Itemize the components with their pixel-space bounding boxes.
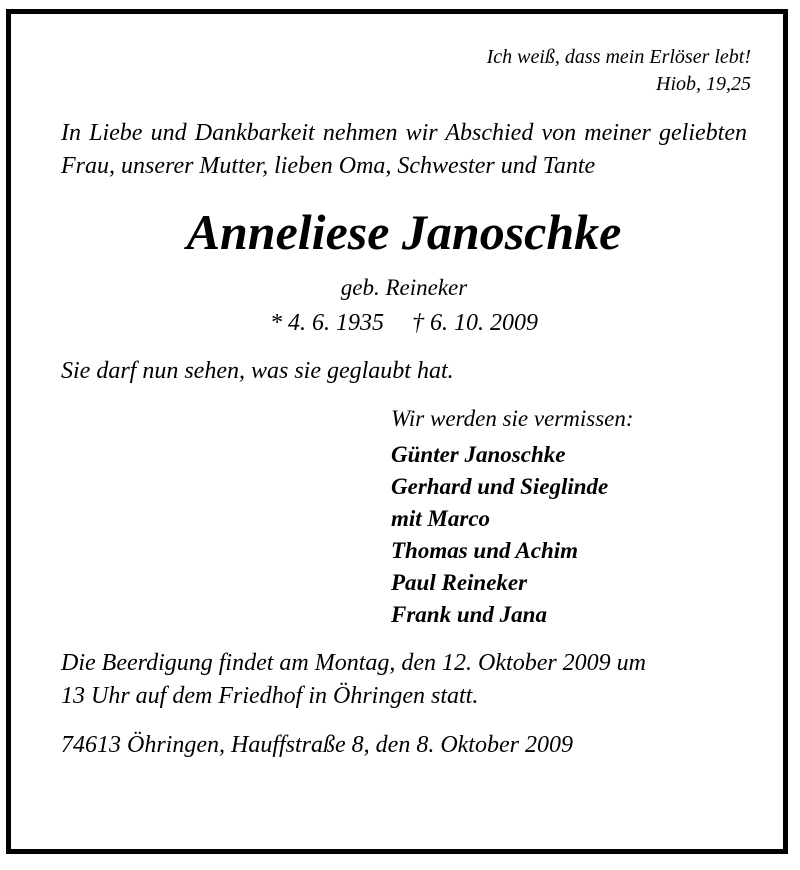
place-and-date: 74613 Öhringen, Hauffstraße 8, den 8. Oktober 2009 (61, 732, 573, 758)
death-date: † 6. 10. 2009 (412, 310, 538, 336)
mourner-name: Paul Reineker (391, 570, 528, 595)
mourner-name: Gerhard und Sieglinde (391, 474, 609, 499)
funeral-info (61, 647, 747, 713)
life-dates (61, 307, 747, 339)
funeral-line-2: 13 Uhr auf dem Friedhof in Öhringen statt. (61, 683, 479, 709)
motto (61, 44, 751, 98)
intro-line-1: In Liebe und Dankbarkeit nehmen wir Abschied von meiner (61, 120, 651, 146)
intro-line-2: geliebten Frau, unserer Mutter, lieben Oma, Schwester und (61, 120, 747, 179)
notice-content (61, 44, 751, 761)
intro-text (61, 117, 747, 183)
mourners-block (391, 403, 747, 631)
deceased-name: Anneliese Janoschke (186, 204, 622, 260)
verse: Sie darf nun sehen, was sie geglaubt hat. (61, 358, 454, 384)
birth-name: geb. Reineker (340, 275, 468, 300)
mourners-heading: Wir werden sie vermissen: (391, 406, 634, 431)
intro-line-3: Tante (542, 153, 596, 179)
mourner-name: mit Marco (391, 506, 491, 531)
notice-frame (6, 9, 788, 854)
mourner-name: Günter Janoschke (391, 442, 566, 467)
funeral-line-1: Die Beerdigung findet am Montag, den 12. Oktober 2009 um (61, 650, 647, 676)
motto-quote: Ich weiß, dass mein Erlöser lebt! (486, 46, 751, 68)
birth-date: * 4. 6. 1935 (270, 310, 384, 336)
motto-source: Hiob, 19,25 (656, 73, 751, 95)
mourner-name: Thomas und Achim (391, 538, 579, 563)
mourner-name: Frank und Jana (391, 602, 547, 627)
